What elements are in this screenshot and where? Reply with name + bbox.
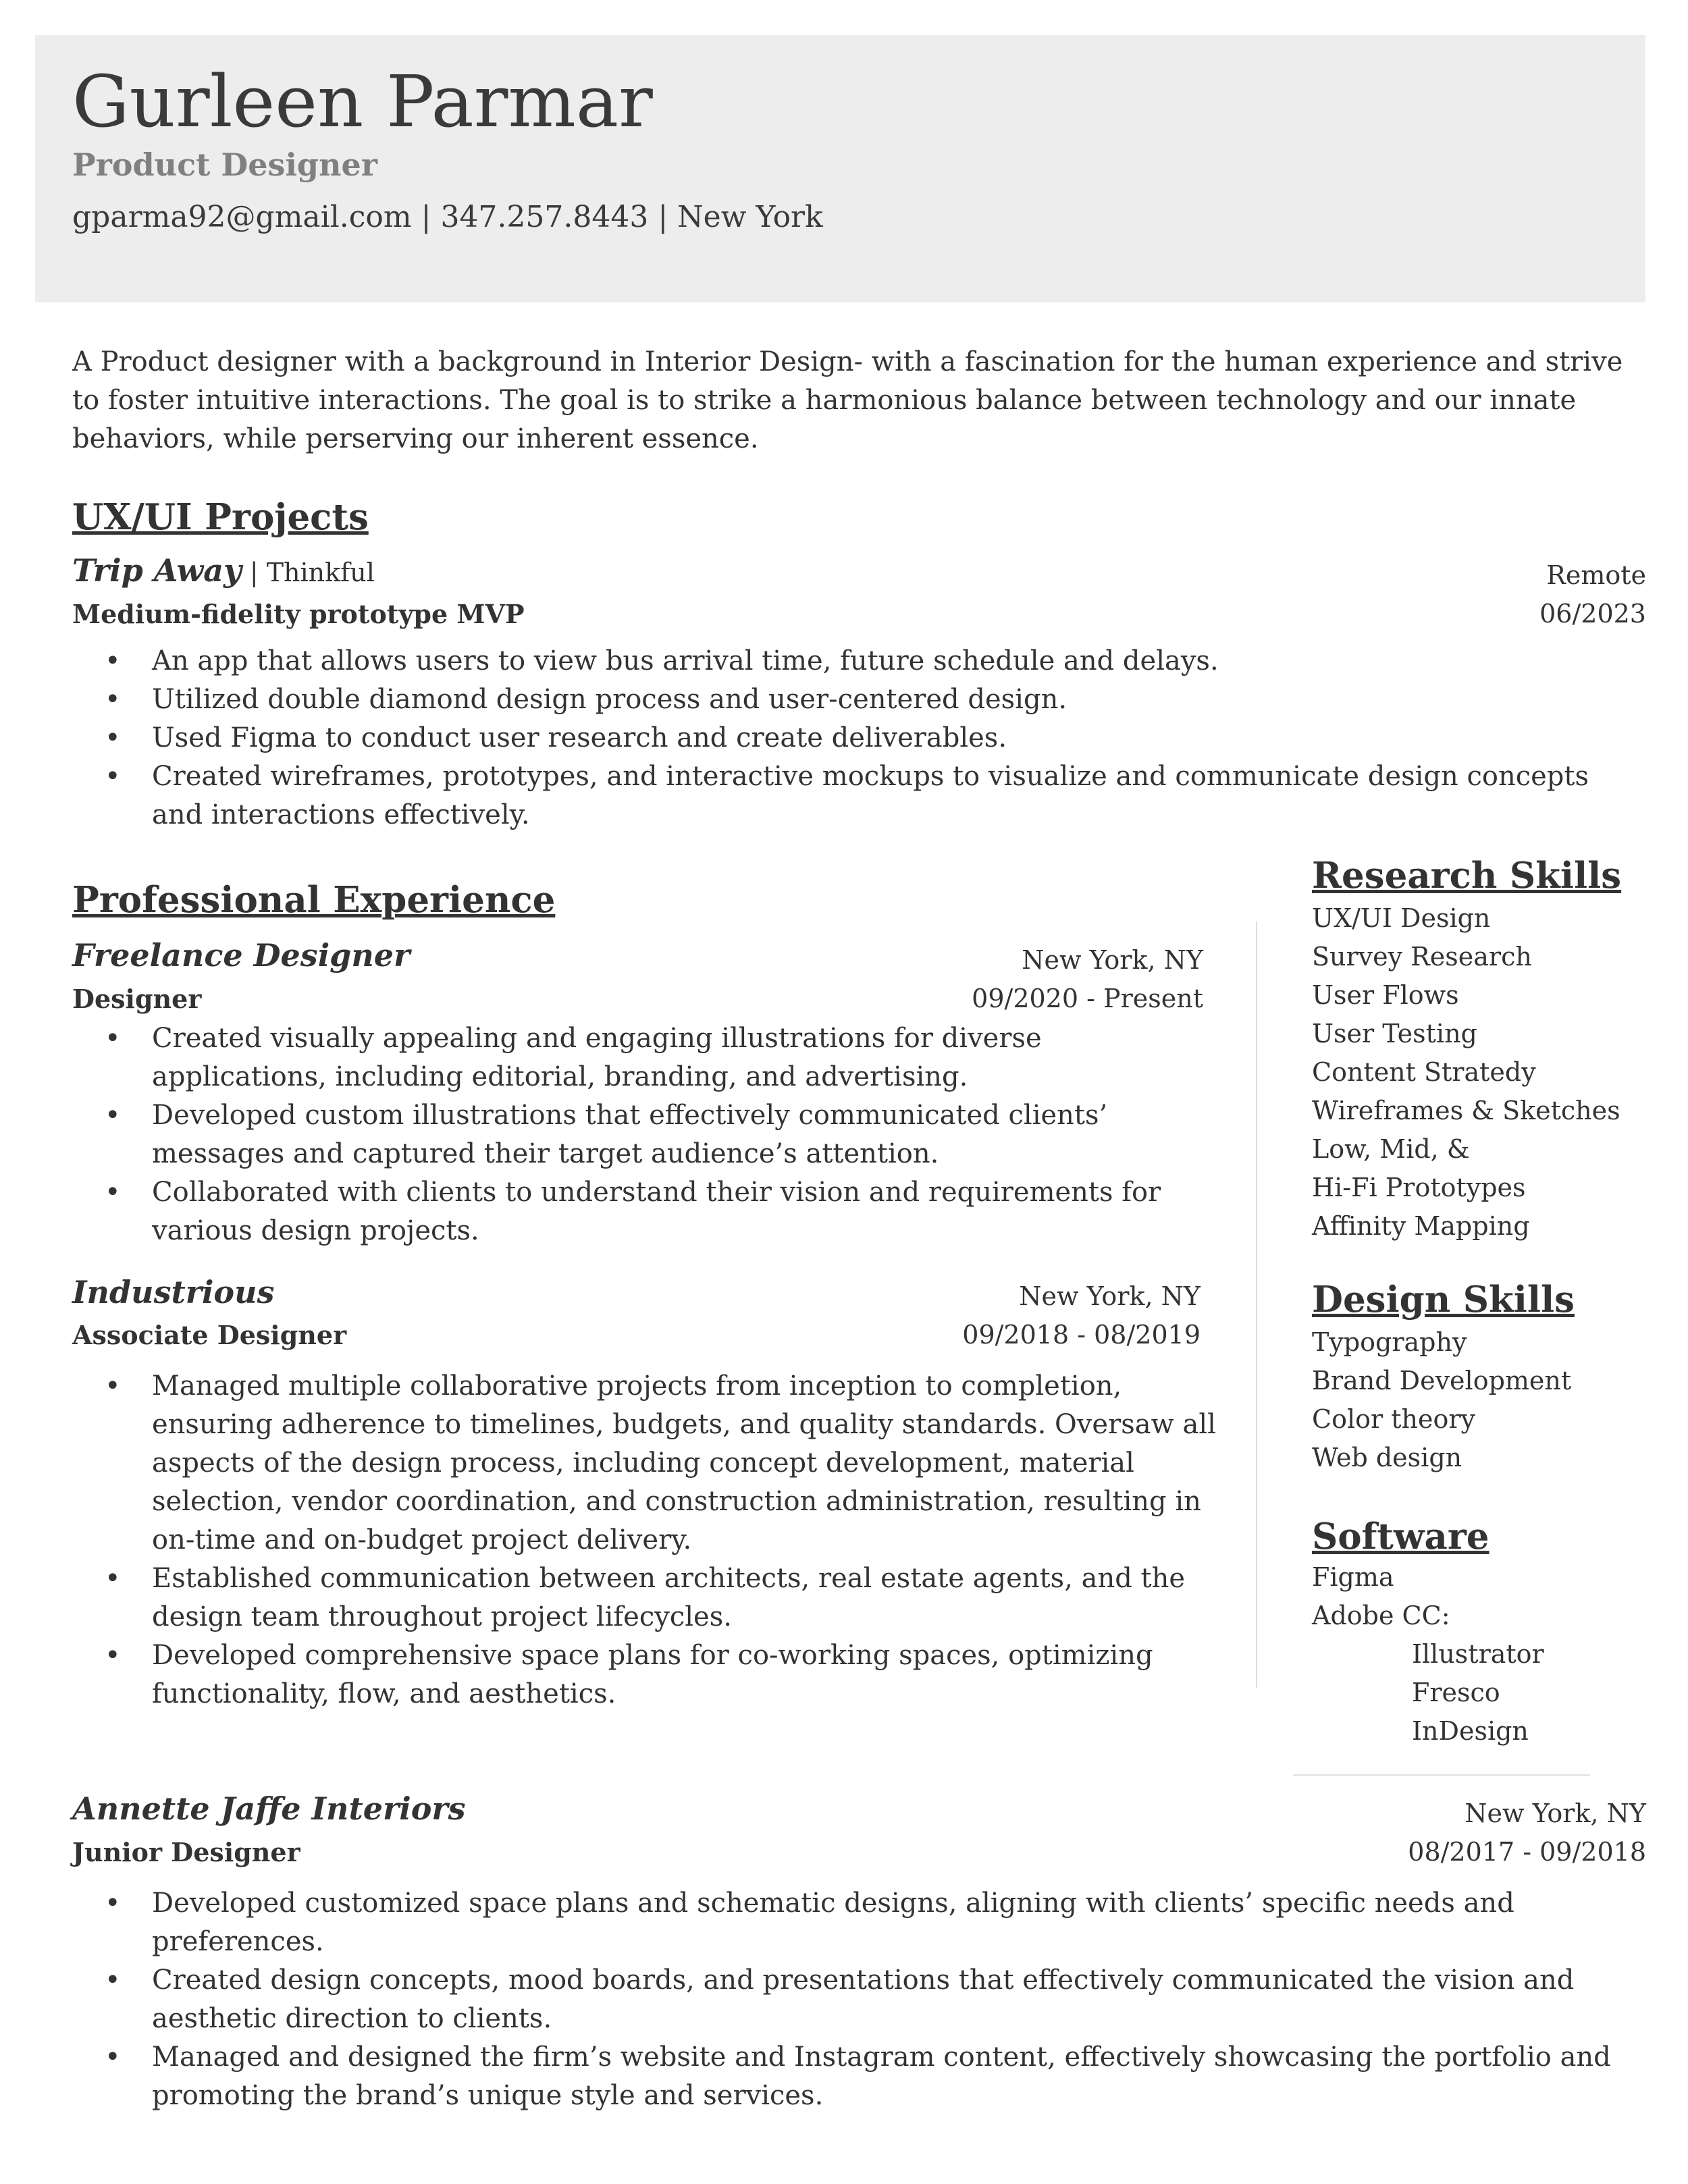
list-item: • Created design concepts, mood boards, and presentations that effectively communicated the vision and aesthetic direction to clients. xyxy=(72,1961,1645,2038)
list-item: • Managed multiple collaborative projects from inception to completion, ensuring adherence to timelines, budgets, and quality standards. Oversaw all aspects of the design process, including concept development, material selection, vendor coordination, and construction administration, resulting in on-time and on-budget project delivery. xyxy=(72,1367,1220,1560)
list-item: • Collaborated with clients to understand their vision and requirements for various design projects. xyxy=(72,1173,1207,1250)
job-bullets-freelance xyxy=(72,1019,1207,1250)
project-org: Thinkful xyxy=(266,558,375,587)
design-skills-heading: Design Skills xyxy=(1312,1279,1575,1321)
job-date-industrious: 09/2018 - 08/2019 xyxy=(962,1320,1201,1350)
job-role-industrious: Associate Designer xyxy=(72,1320,347,1350)
job-title-annette: Annette Jaffe Interiors xyxy=(72,1790,466,1827)
job-date-annette: 08/2017 - 09/2018 xyxy=(1408,1837,1646,1867)
list-item: • Established communication between architects, real estate agents, and the design team throughout project lifecycles. xyxy=(72,1560,1220,1636)
list-item: Adobe CC: xyxy=(1312,1601,1450,1630)
job-location-industrious: New York, NY xyxy=(1019,1281,1201,1311)
list-item: Figma xyxy=(1312,1562,1394,1592)
job-date-freelance: 09/2020 - Present xyxy=(972,984,1203,1013)
list-item: Survey Research xyxy=(1312,942,1532,971)
design-skills-list xyxy=(1312,1323,1571,1477)
research-skills-heading: Research Skills xyxy=(1312,855,1622,897)
list-item: • Created wireframes, prototypes, and interactive mockups to visualize and communicate design concepts and interactions effectively. xyxy=(72,757,1591,834)
list-item: Content Stratedy xyxy=(1312,1057,1536,1087)
candidate-name: Gurleen Parmar xyxy=(72,60,653,143)
list-item: UX/UI Design xyxy=(1312,903,1491,933)
list-item: Hi-Fi Prototypes xyxy=(1312,1173,1526,1202)
list-item: Color theory xyxy=(1312,1404,1475,1434)
experience-heading: Professional Experience xyxy=(72,879,556,921)
software-heading: Software xyxy=(1312,1516,1489,1557)
list-item: Typography xyxy=(1312,1327,1467,1357)
summary-paragraph: A Product designer with a background in Interior Design- with a fascination for the human experience and strive to foster intuitive interactions. The goal is to strike a harmonious balance between technology and our innate behaviors, while perserving our inherent essence. xyxy=(72,346,1623,454)
list-item: • Managed and designed the firm’s website and Instagram content, effectively showcasing the portfolio and promoting the brand’s unique style and services. xyxy=(72,2038,1645,2115)
project-title xyxy=(72,552,375,589)
list-item: Brand Development xyxy=(1312,1366,1572,1395)
job-bullets-annette xyxy=(72,1884,1645,2115)
project-separator: | xyxy=(241,558,267,587)
job-title-industrious: Industrious xyxy=(72,1274,275,1310)
list-item: Fresco xyxy=(1412,1678,1500,1707)
projects-heading: UX/UI Projects xyxy=(72,496,369,538)
list-item: Affinity Mapping xyxy=(1312,1211,1530,1241)
project-location: Remote xyxy=(1546,560,1646,590)
job-location-annette: New York, NY xyxy=(1465,1799,1646,1828)
sidebar-divider xyxy=(1256,922,1257,1688)
list-item: InDesign xyxy=(1412,1716,1529,1746)
contact-line: gparma92@gmail.com | 347.257.8443 | New York xyxy=(72,200,823,234)
project-subtitle: Medium-fidelity prototype MVP xyxy=(72,599,525,629)
list-item: • Used Figma to conduct user research and create deliverables. xyxy=(72,719,1591,757)
job-role-annette: Junior Designer xyxy=(72,1837,300,1867)
job-role-freelance: Designer xyxy=(72,984,202,1014)
list-item: • Utilized double diamond design process and user-centered design. xyxy=(72,681,1591,719)
list-item: • Developed comprehensive space plans for co-working spaces, optimizing functionality, flow, and aesthetics. xyxy=(72,1636,1220,1713)
software-list xyxy=(1312,1558,1544,1751)
list-item: • Developed customized space plans and schematic designs, aligning with clients’ specific needs and preferences. xyxy=(72,1884,1645,1961)
list-item: • Developed custom illustrations that effectively communicated clients’ messages and captured their target audience’s attention. xyxy=(72,1096,1207,1173)
research-skills-list xyxy=(1312,899,1620,1246)
job-location-freelance: New York, NY xyxy=(1022,945,1203,975)
list-item: • Created visually appealing and engaging illustrations for diverse applications, including editorial, branding, and advertising. xyxy=(72,1019,1207,1096)
job-title-freelance: Freelance Designer xyxy=(72,937,411,974)
project-name: Trip Away xyxy=(72,552,242,589)
list-item: Low, Mid, & xyxy=(1312,1134,1470,1164)
list-item: User Flows xyxy=(1312,980,1459,1010)
list-item: Wireframes & Sketches xyxy=(1312,1096,1620,1125)
project-bullets xyxy=(72,642,1591,834)
list-item: Illustrator xyxy=(1412,1639,1544,1669)
list-item: • An app that allows users to view bus arrival time, future schedule and delays. xyxy=(72,642,1591,681)
candidate-role: Product Designer xyxy=(72,147,378,183)
list-item: User Testing xyxy=(1312,1019,1477,1048)
header-banner xyxy=(35,35,1645,302)
project-date: 06/2023 xyxy=(1539,599,1646,629)
job-bullets-industrious xyxy=(72,1367,1220,1713)
list-item: Web design xyxy=(1312,1443,1462,1472)
sidebar-bottom-divider xyxy=(1293,1774,1590,1776)
